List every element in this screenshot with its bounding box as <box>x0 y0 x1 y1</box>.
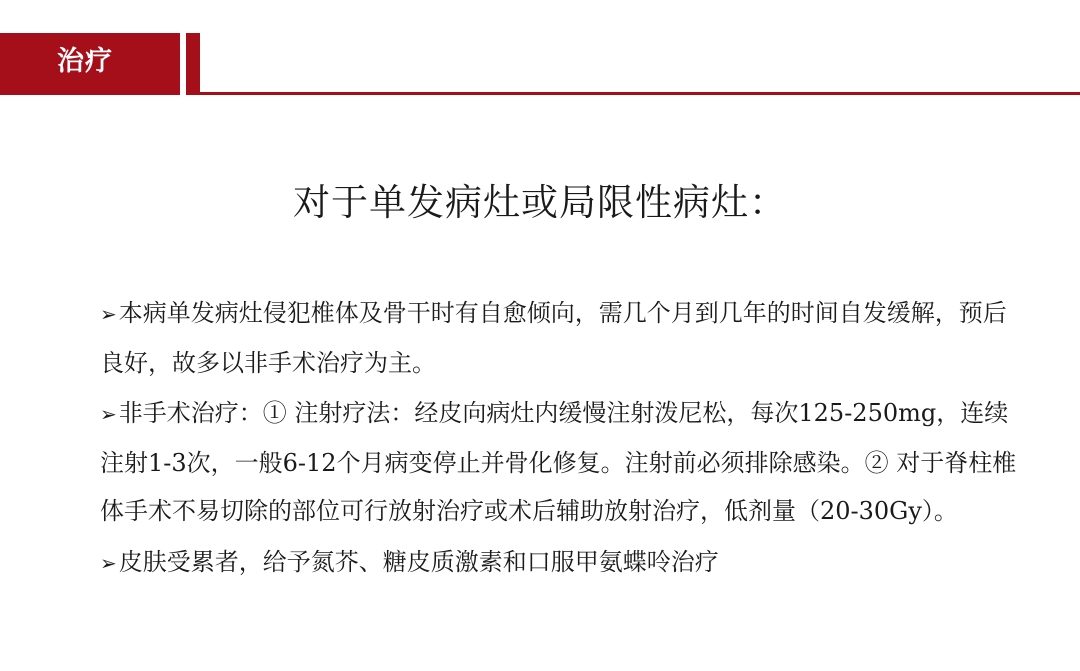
arrow-bullet-icon: ➢ <box>100 302 117 326</box>
header-accent-bar <box>186 33 200 95</box>
bullet-item <box>100 389 1030 536</box>
bullet-text: 本病单发病灶侵犯椎体及骨干时有自愈倾向，需几个月到几年的时间自发缓解，预后良好，故多以非手术治疗为主。 <box>100 299 1007 377</box>
bullet-list <box>100 289 1030 587</box>
arrow-bullet-icon: ➢ <box>100 550 117 575</box>
bullet-item <box>100 289 1030 387</box>
bullet-item <box>100 538 1030 588</box>
bullet-text: 非手术治疗：① 注射疗法：经皮向病灶内缓慢注射泼尼松，每次125-250mg，连续注射1-3次，一般6-12个月病变停止并骨化修复。注射前必须排除感染。② 对于脊柱椎体手术不易切除的部位可行放射治疗或术后辅助放射治疗，低剂量（20-30Gy）。 <box>100 399 1017 525</box>
section-title: 治疗 <box>57 46 113 77</box>
arrow-bullet-icon: ➢ <box>100 402 117 426</box>
header-rule <box>200 92 1080 95</box>
slide-heading: 对于单发病灶或局限性病灶： <box>293 181 787 224</box>
bullet-text: 皮肤受累者，给予氮芥、糖皮质激素和口服甲氨蝶呤治疗 <box>118 547 719 576</box>
